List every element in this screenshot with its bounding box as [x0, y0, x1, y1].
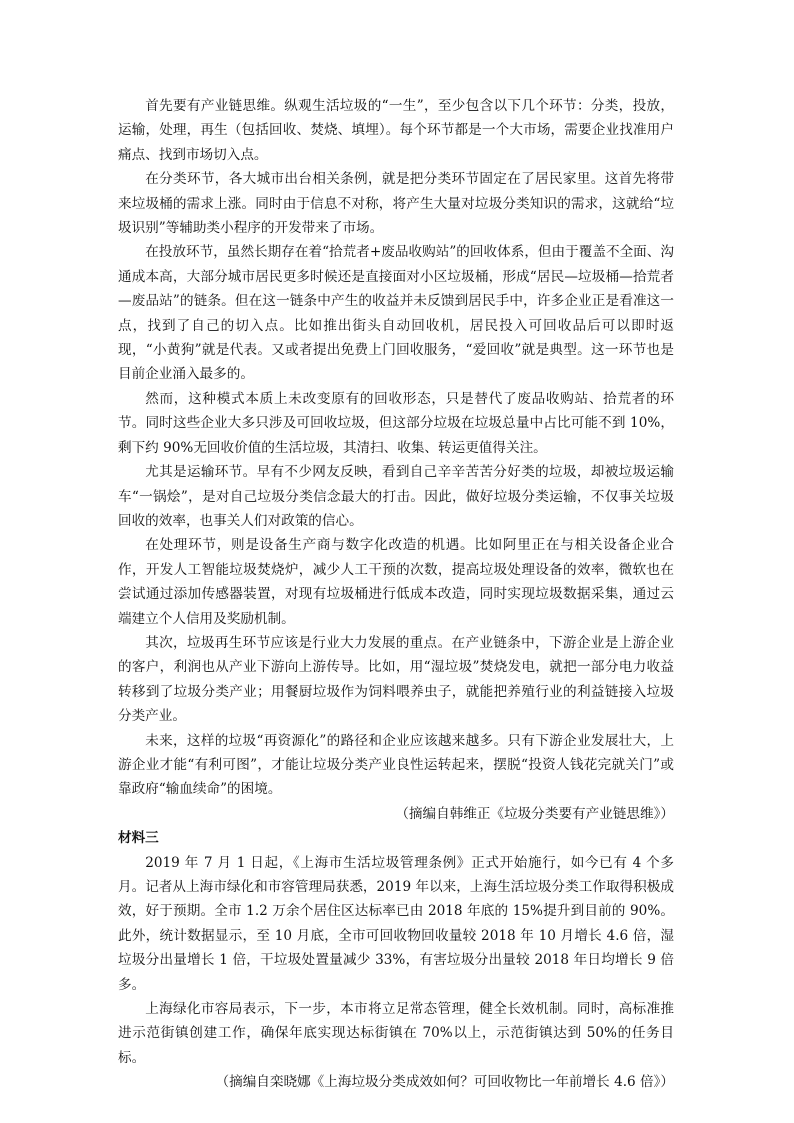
section-heading: 材料三 — [118, 830, 159, 847]
paragraph: 其次，垃圾再生环节应该是行业大力发展的重点。在产业链条中，下游企业是上游企业的客户，利润也从产业下游向上游传导。比如，用“湿垃圾”焚烧发电，就把一部分电力收益转移到了垃圾分类产业；用餐厨垃圾作为饲料喂养虫子，就能把养殖行业的利益链接入垃圾分类产业。 — [118, 634, 674, 725]
paragraph: 尤其是运输环节。早有不少网友反映，看到自己辛辛苦苦分好类的垃圾，却被垃圾运输车“一锅烩”，是对自己垃圾分类信念最大的打击。因此，做好垃圾分类运输，不仅事关垃圾回收的效率，也事关人们对政策的信心。 — [118, 464, 674, 529]
paragraph: 未来，这样的垃圾“再资源化”的路径和企业应该越来越多。只有下游企业发展壮大，上游企业才能“有利可图”，才能让垃圾分类产业良性运转起来，摆脱“投资人钱花完就关门”或靠政府“输血续命”的困境。 — [118, 732, 674, 798]
source-citation: （摘编自韩维正《垃圾分类要有产业链思维》） — [395, 805, 674, 822]
paragraph: 首先要有产业链思维。纵观生活垃圾的“一生”，至少包含以下几个环节：分类，投放，运输，处理，再生（包括回收、焚烧、填埋）。每个环节都是一个大市场，需要企业找准用户痛点、找到市场切入点。 — [118, 98, 674, 163]
source-citation: （摘编自栾晓娜《上海垃圾分类成效如何？可回收物比一年前增长 4.6 倍》） — [215, 1074, 674, 1091]
paragraph: 在处理环节，则是设备生产商与数字化改造的机遇。比如阿里正在与相关设备企业合作，开发人工智能垃圾焚烧炉，减少人工干预的次数，提高垃圾处理设备的效率，微软也在尝试通过添加传感器装置，对现有垃圾桶进行低成本改造，同时实现垃圾数据采集，通过云端建立个人信用及奖励机制。 — [118, 537, 674, 627]
article-body — [118, 94, 674, 1095]
paragraph: 上海绿化市容局表示，下一步，本市将立足常态管理，健全长效机制。同时，高标准推进示范街镇创建工作，确保年底实现达标街镇在 70%以上，示范街镇达到 50%的任务目标。 — [118, 1001, 674, 1066]
paragraph: 在投放环节，虽然长期存在着“拾荒者+废品收购站”的回收体系，但由于覆盖不全面、沟通成本高，大部分城市居民更多时候还是直接面对小区垃圾桶，形成“居民—垃圾桶—拾荒者—废品站”的链条。但在这一链条中产生的收益并未反馈到居民手中，许多企业正是看准这一点，找到了自己的切入点。比如推出街头自动回收机，居民投入可回收品后可以即时返现，“小黄狗”就是代表。又或者提出免费上门回收服务，“爱回收”就是典型。这一环节也是目前企业涌入最多的。 — [118, 244, 674, 383]
paragraph: 2019 年 7 月 1 日起，《上海市生活垃圾管理条例》正式开始施行，如今已有 4 个多月。记者从上海市绿化和市容管理局获悉，2019 年以来，上海生活垃圾分类工作取得积极成效，好于预期。全市 1.2 万余个居住区达标率已由 2018 年底的 15%提升到目前的 90%。此外，统计数据显示，至 10 月底，全市可回收物回收量较 2018 年 10 月增长 4.6 倍，湿垃圾分出量增长 1 倍，干垃圾处置量减少 33%，有害垃圾分出量较 2018 年日均增长 9 倍多。 — [118, 854, 674, 993]
paragraph: 在分类环节，各大城市出台相关条例，就是把分类环节固定在了居民家里。这首先将带来垃圾桶的需求上涨。同时由于信息不对称，将产生大量对垃圾分类知识的需求，这就给“垃圾识别”等辅助类小程序的开发带来了市场。 — [118, 171, 674, 237]
paragraph: 然而，这种模式本质上未改变原有的回收形态，只是替代了废品收购站、拾荒者的环节。同时这些企业大多只涉及可回收垃圾，但这部分垃圾在垃圾总量中占比可能不到 10%，剩下约 90%无回收价值的生活垃圾，其清扫、收集、转运更值得关注。 — [118, 390, 674, 456]
